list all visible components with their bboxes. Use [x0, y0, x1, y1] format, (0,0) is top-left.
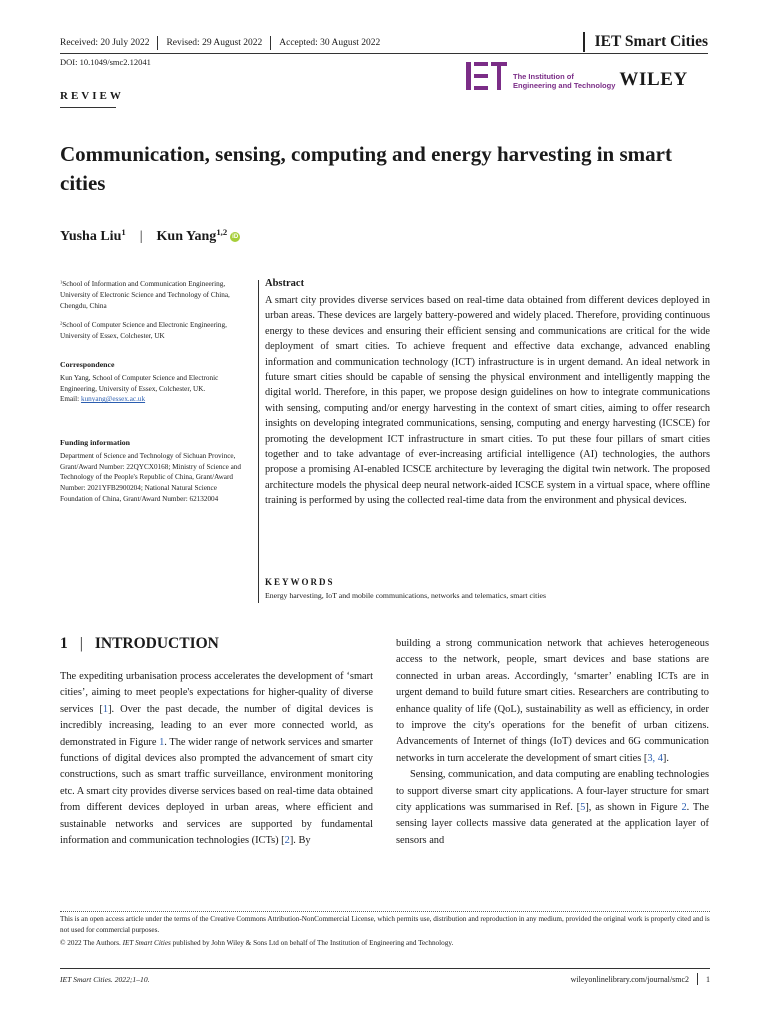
paragraph: building a strong communication network that achieves heterogeneous access to the network, people, smart devices and base stations are connected in urban areas. Accordingly, ‘smarter’ enabling ICTs are in urgent demand to build future smart cities. Researchers are contributing to enhance quality of life (QoL), sustainability as well as efficiency, in order to improve the city's operations for the benefit of urban citizens. Advancements of Internet of things (IoT) devices and 6G communication networks in turn accelerate the development of smart cities [3, 4].: [396, 638, 709, 764]
funding-heading: Funding information: [60, 438, 130, 447]
citation: IET Smart Cities. 2022;1–10.: [60, 975, 150, 984]
author-list: [60, 229, 240, 245]
affiliation-2: $^2$School of Computer Science and Electronic Engineering, University of Essex, Colchester, UK: [60, 320, 227, 341]
keywords-list: Energy harvesting, IoT and mobile communications, networks and telematics, smart cities: [265, 591, 546, 600]
body-column-right: [396, 636, 709, 849]
header-rule: [60, 53, 708, 54]
email-line: Email: kunyang@essex.ac.uk: [60, 395, 146, 404]
correspondence-text: Kun Yang, School of Computer Science and Electronic Engineering, University of Essex, Colchester, UK.: [60, 373, 219, 393]
abstract-text: A smart city provides diverse services based on real-time data obtained from different devices deployed in urban areas. These devices are largely battery-powered and widely placed. Therefore, providing continuous energy to these devices and ensuring their efficient sensing and communications are critical for the wide deployment of smart cities. To achieve frequent and effective data exchange, advanced enabling information and communication technology (ICT) infrastructure is in urgent demand. An ideal network in future smart cities should be capable of sensing the physical environment and intelligently mapping the digital world. Therefore, in this paper, we propose design guidelines on how to integrate communications with sensing, computing and/or energy harvesting in the context of smart cities, aiming to offer research insights on developing integrated communications, sensing, computing and energy harvesting (ICSCE) for promoting the development ICT infrastructure in smart cities. To put these four pillars of smart cities together and to take advantage of ever-increasing artificial intelligence (AI) technologies, the authors propose a promising AI-enabled ICSCE architecture by leveraging the digital twin network. The proposed architecture models the physical deep neural network-aided ICSCE system in a virtual space, where offline training is performed by using the collected real-time data from the environment and physical devices.: [265, 295, 710, 507]
footer-right: [571, 973, 710, 985]
publisher-logos: [466, 60, 710, 92]
license-notice: [60, 914, 712, 949]
paragraph: Sensing, communication, and data computing are enabling technologies to support diverse smart city applications. A four-layer structure for smart city applications was summarised in Ref. [5], as shown in Figure 2. The sensing layer collects massive data generated at the application layer of sensors and: [396, 769, 710, 846]
email-link[interactable]: kunyang@essex.ac.uk: [80, 395, 146, 404]
reference-link[interactable]: 1: [102, 703, 109, 715]
reference-link[interactable]: 2: [284, 835, 290, 847]
section-number: 1: [60, 635, 68, 652]
iet-logo-text: The Institution of Engineering and Technology: [513, 72, 616, 90]
correspondence-heading: Correspondence: [60, 360, 115, 369]
journal-name: [583, 32, 708, 52]
section-title: INTRODUCTION: [94, 635, 219, 652]
received-date: Received: 20 July 2022: [60, 38, 150, 48]
affiliations: [60, 279, 250, 342]
revised-date: Revised: 29 August 2022: [166, 38, 263, 48]
accepted-date: Accepted: 30 August 2022: [279, 38, 381, 48]
author-1[interactable]: Yusha Liu$^1$: [60, 227, 126, 244]
figure-link[interactable]: 1: [159, 736, 165, 748]
orcid-icon[interactable]: iD: [232, 234, 239, 240]
footer-divider: [60, 911, 710, 912]
journal-title: IET Smart Cities: [594, 33, 708, 50]
keywords-heading: KEYWORDS: [265, 577, 335, 587]
article-history: [60, 36, 388, 50]
reference-link[interactable]: 3, 4: [647, 752, 663, 764]
figure-link[interactable]: 2: [681, 802, 687, 814]
reference-link[interactable]: 5: [580, 802, 586, 814]
abstract-heading: Abstract: [265, 278, 305, 289]
journal-url[interactable]: wileyonlinelibrary.com/journal/smc2: [570, 974, 689, 984]
footer-rule: [60, 968, 710, 969]
divider: [583, 32, 585, 52]
divider: [697, 973, 698, 985]
divider: |: [139, 229, 143, 244]
paragraph: The expediting urbanisation process accelerates the development of ‘smart cities’, aiming to meet people's expectations for higher-quality of diverse services [1]. Over the past decade, the number of digital devices is incredibly increasing, leading to an ever more connected world, as demonstrated in Figure 1. The wider range of network services and smarter functions of digital devices also prompted the advancement of smart city constructions, such as smart traffic surveillance, environment monitoring etc. A smart city provides diverse services based on real-time data obtained from different devices deployed in urban areas, where efficient and sustainable networks and services are supported by fundamental information and communication technologies (ICTs) [2]. By: [60, 671, 373, 847]
funding-information: [60, 438, 250, 505]
divider: |: [79, 635, 83, 652]
copyright-line: © 2022 The Authors. IET Smart Cities published by John Wiley & Sons Ltd on behalf of The Institution of Engineering and Technology.: [60, 939, 454, 947]
section-label-rule: [60, 107, 116, 108]
correspondence: [60, 360, 250, 405]
funding-text: Department of Science and Technology of Sichuan Province, Grant/Award Number: 22QYCX0168; Ministry of Science and Technology of the People's Republic of China, Grant/Award Number: 2021YFB2900204; National Natural Science Foundation of China, Grant/Award Number: 62132004: [60, 451, 241, 503]
abstract-rule: [258, 280, 259, 603]
page-number: 1: [706, 974, 710, 984]
section-heading: [60, 635, 219, 653]
license-text: This is an open access article under the terms of the Creative Commons Attribution-NonCommercial License, which permits use, distribution and reproduction in any medium, provided the original work is properly cited and is not used for commercial purposes.: [60, 915, 710, 934]
article-title: Communication, sensing, computing and energy harvesting in smart cities: [60, 142, 672, 195]
wiley-logo: WILEY: [619, 69, 688, 90]
doi: DOI: 10.1049/smc2.12041: [60, 57, 151, 67]
affiliation-1: $^1$School of Information and Communication Engineering, University of Electronic Science and Technology of China, Chengdu, China: [60, 279, 230, 310]
iet-logo-icon: [466, 62, 507, 90]
body-column-left: [60, 669, 373, 849]
author-2[interactable]: Kun Yang$^{1,2}$: [156, 227, 228, 244]
section-label: REVIEW: [60, 90, 124, 102]
